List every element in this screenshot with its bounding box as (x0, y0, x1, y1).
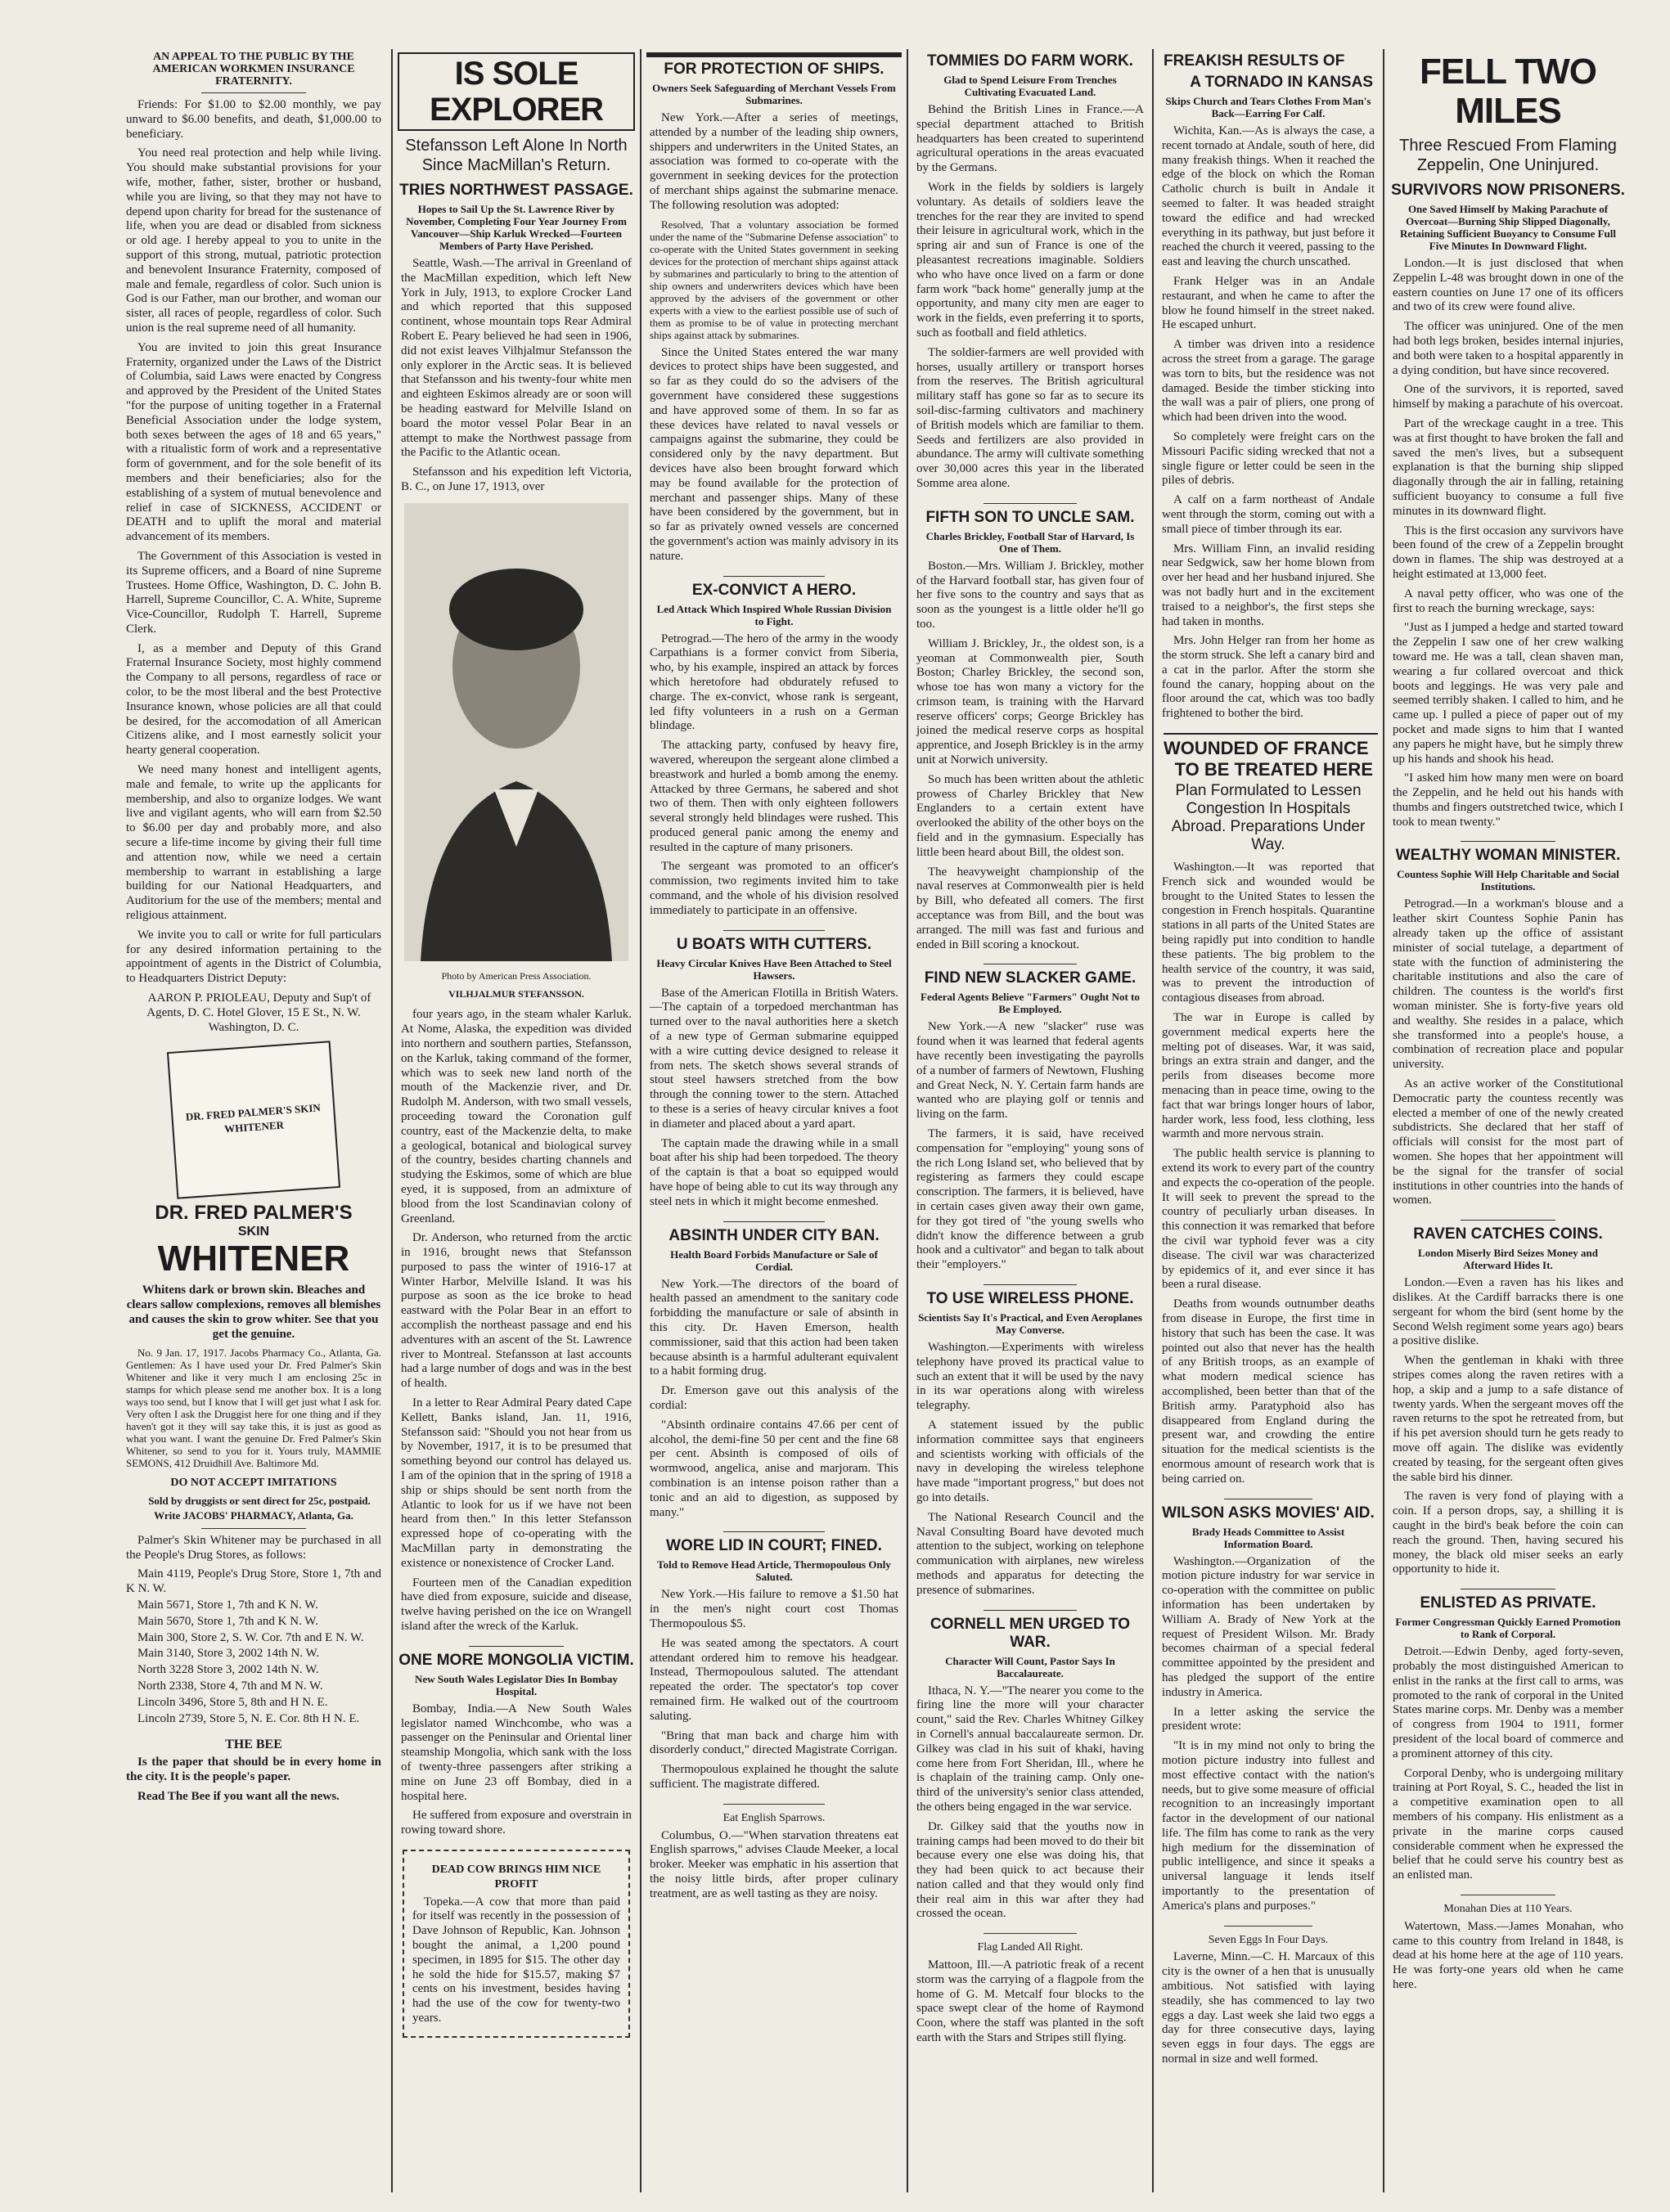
paragraph: The Government of this Association is vested in its Supreme officers, and a Board of nine Supreme Trustees. Home Office, Washington, D. C. John B. Harrell, Supreme Councillor, C. A. White, Supreme Vice-Councillor, Rudolph T. Harrell, Supreme Clerk. (126, 549, 381, 636)
divider (1224, 1926, 1312, 1927)
headline-u-boats: U BOATS WITH CUTTERS. (676, 935, 872, 953)
paragraph: Fourteen men of the Canadian expedition have died from exposure, suicide and disease, twelve having perished on the ice on Wrangell island after the wreck of the Karluk. (401, 1576, 632, 1634)
headline-monahan: Monahan Dies at 110 Years. (1443, 1902, 1573, 1915)
article-enlisted-private (1389, 1589, 1627, 1883)
headline-sole-explorer: IS SOLE EXPLORER (398, 52, 635, 131)
stores-intro: Palmer's Skin Whitener may be purchased in all the People's Drug Stores, as follows: (126, 1533, 381, 1562)
paragraph: New York.—The directors of the board of health passed an amendment to the sanitary code forbidding the manufacture or sale of absinth in this city. Dr. Haven Emerson, health commissioner, said that this action had been taken because absinth is a harmful adulterant equivalent to a habit forming drug. (650, 1277, 898, 1378)
paragraph: He was seated among the spectators. A court attendant ordered him to remove his headgear. Instead, Thermopoulous saluted. The attendant repeated the order. The spectator's top cover remained firm. He walked out of the courtroom saluting. (650, 1636, 898, 1723)
paragraph: Washington.—It was reported that French sick and wounded would be brought to the United States to lessen the congestion in French hospitals. Quarantine stations in all parts of the United States are being rapidly put into condition to handle these patients. The big problem to the health service of the country, it was said, was to prevent the introduction of contagious diseases from abroad. (1162, 861, 1375, 1005)
paragraph: A timber was driven into a residence across the street from a garage. The garage was torn to bits, but the residence was not damaged. Beside the timber sticking into the wall was a pair of pliers, one prong of which had been driven into the wood. (1162, 338, 1375, 425)
article-wore-lid (646, 1531, 902, 1792)
headline-flag: Flag Landed All Right. (977, 1941, 1083, 1954)
headline-fell-two-miles: FELL TWO MILES (1419, 52, 1597, 131)
list-item: Main 3140, Store 3, 2002 14th N. W. (137, 1647, 320, 1661)
article-the-bee (123, 1738, 385, 1804)
paragraph: You are invited to join this great Insurance Fraternity, organized under the Laws of the District of Columbia, said Laws were enacted by Congress and approved by the President of the United States "for the purpose of uniting together in a Fraternal Beneficial Association under the lodge system, both sexes between the ages of 18 and 65 years," with a ritualistic form of work and a representative form of government, and for the sole benefit of its members and their beneficiaries; also for the establishing of a system of mutual benevolence and relief in case of SICKNESS, ACCIDENT or DEATH and to uplift the moral and material advancement of its members. (126, 340, 381, 544)
headline-movies: WILSON ASKS MOVIES' AID. (1162, 1504, 1375, 1522)
paragraph: Behind the British Lines in France.—A special department attached to British headquarters has been created to superintend agricultural operations in the areas evacuated by the Germans. (916, 103, 1144, 175)
paragraph: The farmers, it is said, have received compensation for "employing" young sons of the rich Long Island set, who believed that by registering as farmers they could escape conscription. The farmers, it is believed, have in certain cases given away their own game, for they got tired of "the young swells who didn't know the difference between a grub hook and a cultivator" and began to talk about their "employers." (916, 1127, 1144, 1272)
divider (1461, 841, 1555, 842)
paragraph: A calf on a farm northeast of Andale went through the storm, coming out with a small piece of timber through its ear. (1162, 493, 1375, 536)
store-list (123, 1567, 385, 1726)
divider (984, 1933, 1077, 1934)
paragraph: Bombay, India.—A New South Wales legislator named Winchcombe, who was a passenger on the Peninsular and Oriental liner steamship Mongolia, which sank with the loss of twenty-three passengers after striking a mine on June 23 off Bombay, died in a hospital here. (401, 1702, 632, 1803)
deck: TRIES NORTHWEST PASSAGE. (399, 182, 633, 199)
subhead: Countess Sophie Will Help Charitable and Social Institutions. (1397, 868, 1619, 893)
list-item: North 3228 Store 3, 2002 14th N. W. (137, 1663, 319, 1677)
article-fell-two-miles (1389, 52, 1627, 830)
paragraph: New York.—His failure to remove a $1.50 hat in the men's night court cost Thomas Thermopoulous $5. (650, 1588, 898, 1630)
paragraph: A naval petty officer, who was one of the first to reach the burning wreckage, says: (1393, 587, 1623, 615)
paragraph: Petrograd.—The hero of the army in the woody Carpathians is a former convict from Siberia, who, by his example, inspired an attack by forces which heretofore had obdurately refused to charge. The ex-convict, whose rank is sergeant, led fifty volunteers in a rush on a German blindage. (650, 632, 898, 733)
headline-slacker: FIND NEW SLACKER GAME. (924, 969, 1137, 987)
paragraph: The officer was uninjured. One of the men had both legs broken, besides internal injuries, and both were taken to a hospital apparently in a dying condition, but have since recovered. (1393, 320, 1623, 377)
subhead: Glad to Spend Leisure From Trenches Cultivating Evacuated Land. (943, 74, 1117, 98)
ad-letter: No. 9 Jan. 17, 1917. Jacobs Pharmacy Co., Atlanta, Ga. Gentlemen: As I have used your Dr. Fred Palmer's Skin Whitener and like it very much I am enclosing 25c in stamps for which please send me another box. It is a long ways too send, but I know that I will get just what I ask for. Very often I ask the Druggist here for one thing and if they haven't got it they will say take this, it is just as good as what you want. I want the genuine Dr. Fred Palmer's Skin Whitener, so send to you for it. Yours truly, MAMMIE SEMONS, 412 Druidhill Ave. Baltimore Md. (126, 1347, 381, 1470)
headline-fifth-son: FIFTH SON TO UNCLE SAM. (925, 508, 1135, 526)
paragraph: Detroit.—Edwin Denby, aged forty-seven, probably the most distinguished American to enlist in the ranks at the first call to arms, was promoted to the rank of corporal in the United States marine corps. Mr. Denby was a member of congress from 1904 to 1911, former president of the local board of commerce and a prominent attorney of this city. (1393, 1645, 1623, 1760)
paragraph: The war in Europe is called by government medical experts here the melting pot of diseases. War, it was said, brings an extra strain and danger, and the perils from diseases become more menacing than in peace time, owing to the fact that war brings longer hours of labor, harder work, less food, less clothing, less warmth and more nervous strain. (1162, 1011, 1375, 1141)
article-monahan (1389, 1895, 1627, 1993)
list-item: Main 5671, Store 1, 7th and K N. W. (137, 1598, 318, 1612)
paragraph: Since the United States entered the war many devices to protect ships have been suggested, and so far as they could do so the advisers of the government have considered these suggestions and have approved some of them. In so far as these devices have related to naval vessels or campaigns against the submarine, they could be considered only by the navy department. But devices have also been brought forward which may be found available for the protection of merchant and passenger ships. Many of these have been considered by the government, but in so far as privately owned vessels are concerned the government's action was mainly advisory in its nature. (650, 345, 898, 563)
article-tornado (1159, 52, 1378, 722)
column-5 (1159, 49, 1378, 2184)
divider (723, 1804, 826, 1805)
ad-name: DR. FRED PALMER'S (155, 1202, 353, 1225)
paragraph: One of the survivors, it is reported, saved himself by making a parachute of his overcoat. (1393, 383, 1623, 411)
box-label: DR. FRED PALMER'S SKIN WHITENER (185, 1101, 322, 1135)
paragraph: Base of the American Flotilla in British Waters.—The captain of a torpedoed merchantman has turned over to the naval authorities here a sketch of a new type of German submarine equipped with a wire cutting device designed to release it from nets. The sketch shows several strands of stout steel hawsers stretched from the bow through the conning tower to the stern. Attached to these is a series of heavy circular knives a foot in diameter and placed about a yard apart. (650, 986, 898, 1131)
deck: Hopes to Sail Up the St. Lawrence River by November, Completing Four Year Journey From Vancouver—Ship Karluk Wrecked—Fourteen Members of Party Have Perished. (406, 203, 627, 252)
deck: SURVIVORS NOW PRISONERS. (1391, 182, 1625, 199)
portrait-illustration (404, 503, 628, 961)
headline-tommies: TOMMIES DO FARM WORK. (927, 52, 1133, 70)
headline-tornado-1: FREAKISH RESULTS OF (1164, 52, 1345, 70)
paragraph: Laverne, Minn.—C. H. Marcaux of this city is the owner of a hen that is unusually ambitious. Not satisfied with laying steadily, she has commenced to lay two eggs a day. Last week she laid two eggs a day for three consecutive days, laying seven eggs in four days. The eggs are normal in size and well formed. (1162, 1950, 1375, 2066)
column-rule (1383, 49, 1384, 2192)
divider (1461, 1220, 1555, 1221)
paragraph: Boston.—Mrs. William J. Brickley, mother of the Harvard football star, has given four of her five sons to the country and says that as soon as the youngest is a little older he'll go too. (916, 559, 1144, 631)
deck: Stefansson Left Alone In North Since MacMillan's Return. (405, 137, 628, 174)
article-u-boats (646, 930, 902, 1210)
paragraph: The captain made the drawing while in a small boat after his ship had been torpedoed. The theory of the captain is that a boat so equipped would have hope of being able to cut its way through any steel nets in which it might become enmeshed. (650, 1136, 898, 1208)
subhead: Former Congressman Quickly Earned Promotion to Rank of Corporal. (1395, 1616, 1621, 1641)
paragraph: We invite you to call or write for full particulars for any desired information pertaining to the appointment of agents in the District of Columbia, to Headquarters District Deputy: (126, 928, 381, 986)
paragraph: Petrograd.—In a workman's blouse and a leather skirt Countess Sophie Panin has already taken up the office of assistant minister of social tutelage, a department of state with the function of administering the charitable institutions and also the care of children. The countess is the world's first woman minister. She is forty-five years old and wealthy. She resides in a palace, which she transformed into a people's house, a combination of recreation place and popular university. (1393, 897, 1623, 1072)
portrait-photo (404, 503, 628, 961)
photo-caption: VILHJALMUR STEFANSSON. (448, 987, 584, 1000)
article-seven-eggs (1159, 1926, 1378, 2067)
paragraph: As an active worker of the Constitutional Democratic party the countess recently was elected a member of one of the newly created subdistricts. She declared that her staff of officials will consist for the most part of women. She hopes that her appointment will be the signal for the transfer of social institutions in other countries into the hands of women. (1393, 1077, 1623, 1207)
column-rule (907, 49, 908, 2192)
paragraph: The attacking party, confused by heavy fire, wavered, whereupon the sergeant alone climbed a breastwork and hurled a bomb among the enemy. Attacked by three Germans, he sabered and shot two of them. Then with only eighteen followers several strongly held blindages were rushed. This produced general panic among the enemy and resulted in the capture of many prisoners. (650, 739, 898, 854)
subhead: Brady Heads Committee to Assist Information Board. (1191, 1525, 1345, 1550)
subhead: Charles Brickley, Football Star of Harvard, Is One of Them. (925, 529, 1135, 555)
divider (984, 1610, 1077, 1611)
subhead: Scientists Say It's Practical, and Even Aeroplanes May Converse. (918, 1311, 1142, 1336)
divider (984, 1284, 1077, 1285)
deck: Plan Formulated to Lessen Congestion In Hospitals Abroad. Preparations Under Way. (1171, 782, 1366, 854)
paragraph: A statement issued by the public information committee says that engineers and scientists working with officials of the navy in developing the wireless telephone have made "important progress," but does not go into details. (916, 1418, 1144, 1504)
paragraph: Part of the wreckage caught in a tree. This was at first thought to have broken the fall and saved the men's lives, but a subsequent explanation is that the burning ship slipped diagonally through the air in falling, retaining sufficient buoyancy to consume a full five minutes in its downward flight. (1393, 416, 1623, 518)
paragraph: In a letter asking the service the president wrote: (1162, 1705, 1375, 1733)
paragraph: London.—It is just disclosed that when Zeppelin L-48 was brought down in one of the eastern counties on June 17 one of its officers and two of its crew were found alive. (1393, 257, 1623, 314)
headline-dead-cow: DEAD COW BRINGS HIM NICE PROFIT (431, 1863, 601, 1891)
article-fifth-son (913, 503, 1147, 953)
paragraph: You need real protection and help while living. You should make substantial provisions for your wife, mother, father, sister, brother or husband, while you are living, so that they may not have to depend upon charity for bread for the sustenance of life, when you are dead or disabled from sickness or old age. I hereby appeal to you to unite in the support of this strong, mutual, patriotic protection and benevolent Insurance Fraternity, composed of male and female, regardless of color. Such union is God is our Father, man our brother, and woman our sister, all races of people, regardless of color. Such union is the real supreme need of all humanity. (126, 146, 381, 335)
paragraph: The National Research Council and the Naval Consulting Board have devoted much attention to the subject, working on telephone communication with airplanes, new wireless methods and apparatus for detecting the presence of submarines. (916, 1510, 1144, 1597)
article-sole-explorer (398, 52, 635, 1634)
paragraph: "Bring that man back and charge him with disorderly conduct," directed Magistrate Corrigan. (650, 1729, 898, 1757)
divider (469, 1646, 564, 1647)
divider (723, 576, 826, 577)
paragraph: London.—Even a raven has his likes and dislikes. At the Cardiff barracks there is one sergeant for whom the bird (sent home by the Second Welsh regiment some years ago) bears a positive dislike. (1393, 1276, 1623, 1348)
headline-france-2: TO BE TREATED HERE (1174, 759, 1373, 780)
paragraph: Dr. Anderson, who returned from the arctic in 1916, brought news that Stefansson purposed to pass the winter of 1916-17 at Winter Harbor, Melville Island. It was his purpose as soon as the ice broke to head eastward with the Polar Bear in an effort to accomplish the northeast passage and end his adventures with an ascent of the St. Lawrence river to Montreal. Stefansson at last accounts had a large number of dogs and was in the best of health. (401, 1231, 632, 1391)
column-4 (913, 49, 1147, 2184)
paragraph: We need many honest and intelligent agents, male and female, to write up the applicants for membership, and also to organize lodges. We want live and vigilant agents, who will earn from $2.50 to $6.00 per day and probably more, and also secure a life-time income by giving their full time and attention now, while we need a certain membership to warrant in establishing a large building for our National Headquarters, and Auditorium for the use of the members; mental and religious attainment. (126, 763, 381, 923)
subhead: Federal Agents Believe "Farmers" Ought Not to Be Employed. (921, 991, 1140, 1016)
product-box-illustration (167, 1041, 340, 1200)
column-rule (640, 49, 641, 2192)
paragraph: Columbus, O.—"When starvation threatens eat English sparrows," advises Claude Meeker, a local broker. Meeker was emphatic in his assertion that the noisy little birds, after proper culinary treatment, are as well tasting as they are noisy. (650, 1828, 898, 1900)
headline-private: ENLISTED AS PRIVATE. (1420, 1594, 1596, 1612)
headline-appeal: AN APPEAL TO THE PUBLIC BY THE AMERICAN WORKMEN INSURANCE FRATERNITY. (152, 51, 355, 88)
paragraph: Read The Bee if you want all the news. (137, 1789, 340, 1803)
article-flag (913, 1933, 1147, 2046)
ad-skin: SKIN (237, 1225, 270, 1239)
headline-bee: THE BEE (225, 1738, 282, 1752)
headline-wore-lid: WORE LID IN COURT; FINED. (666, 1537, 882, 1555)
paragraph: Washington.—Experiments with wireless telephony have proved its practical value to such an extent that it will be used by the navy in its war operations along with wireless telegraphy. (916, 1340, 1144, 1413)
ad-warning: DO NOT ACCEPT IMITATIONS (170, 1477, 337, 1490)
headline-sparrows: Eat English Sparrows. (722, 1811, 826, 1824)
divider (723, 1531, 826, 1532)
subhead: London Miserly Bird Seizes Money and Afterward Hides It. (1418, 1247, 1598, 1272)
paragraph: Thermopoulous explained he thought the salute sufficient. The magistrate differed. (650, 1763, 898, 1791)
article-woman-minister (1389, 841, 1627, 1208)
article-raven (1389, 1220, 1627, 1577)
headline-tornado-2: A TORNADO IN KANSAS (1190, 74, 1373, 91)
paragraph: William J. Brickley, Jr., the oldest son, is a yeoman at Commonwealth pier, South Boston; Charley Brickley, the second son, whose toe has won many a victory for the crimson team, is training with the Harvard reserve officers' corps; George Brickley has joined the medical reserve corps as hospital apprentice, and Joseph Brickley is in the army unit at Norwich university. (916, 636, 1144, 767)
paragraph: Mrs. William Finn, an invalid residing near Sedgwick, saw her home blown from over her head and her husband injured. She was not badly hurt and in the excitement traised to a neighbor's, the first steps she had taken in months. (1162, 542, 1375, 628)
headline-raven: RAVEN CATCHES COINS. (1413, 1225, 1603, 1243)
column-2 (398, 49, 635, 2184)
paragraph: The sergeant was promoted to an officer's commission, two regiments invited him to take command, and the whole of his division resolved immediately to participate in an offensive. (650, 860, 898, 917)
ad-sold: Sold by druggists or sent direct for 25c, postpaid. Write JACOBS' PHARMACY, Atlanta, Ga. (148, 1495, 371, 1522)
article-wireless (913, 1284, 1147, 1598)
headline-ex-convict: EX-CONVICT A HERO. (691, 581, 857, 599)
deck: Three Rescued From Flaming Zeppelin, One Uninjured. (1399, 137, 1617, 174)
article-absinth (646, 1221, 902, 1521)
paragraph: Friends: For $1.00 to $2.00 monthly, we pay unward to $6.00 benefits, and death, $1,000.00 to beneficiary. (126, 98, 381, 141)
paragraph: Work in the fields by soldiers is largely voluntary. As details of soldiers leave the trenches for the rear they are invited to spend their leisure in agricultural work, which in the spring air and sun of France is one of the pleasantest recreations imaginable. Soldiers who who have once lived on a farm or done farm work "back home" generally jump at the opportunity, and many city men are eager to work in the fields, even preferring it to sports, such as football and field athletics. (916, 180, 1144, 339)
paragraph: "Absinth ordinaire contains 47.66 per cent of alcohol, the demi-fine 50 per cent and the fine 68 per cent. Absinth is composed of oils of wormwood, angelica, anise and marjoram. This combination is an intense poison rather than a tonic and an aid to digestion, as supposed by many." (650, 1418, 898, 1519)
subhead: Owners Seek Safeguarding of Merchant Vessels From Submarines. (652, 82, 896, 106)
paragraph: Mrs. John Helger ran from her home as the storm struck. She left a canary bird and a cat in the parlor. After the storm she found the canary, hopping about on the floor around the cat, which was too badly frightened to bother the bird. (1162, 634, 1375, 721)
column-3 (646, 49, 902, 2184)
paragraph: This is the first occasion any survivors have been found of the crew of a Zeppelin brought down in flames. The ship was destroyed at a height estimated at 13,000 feet. (1393, 524, 1623, 581)
divider (984, 503, 1077, 504)
ad-product: WHITENER (157, 1239, 350, 1279)
headline-ships: FOR PROTECTION OF SHIPS. (646, 52, 902, 79)
paragraph: Is the paper that should be in every home in the city. It is the people's paper. (126, 1756, 381, 1783)
photo-credit: Photo by American Press Association. (441, 969, 592, 982)
headline-france-1: WOUNDED OF FRANCE (1164, 733, 1378, 758)
article-protection-of-ships (646, 52, 902, 564)
article-insurance-appeal (123, 51, 385, 1035)
article-wounded-of-france (1159, 733, 1378, 1486)
signature: AARON P. PRIOLEAU, Deputy and Sup't of Agents, D. C. Hotel Glover, 15 E St., N. W. Washington, D. C. (146, 991, 371, 1034)
divider (201, 92, 306, 93)
paragraph: "It is in my mind not only to bring the motion picture industry into fullest and most effective contact with the nation's needs, but to give some measure of official recognition to an increasingly important factor in the development of our national life. The film has come to rank as the very high medium for the dissemination of public intelligence, and since it speaks a universal language it lends itself importantly to the presentation of America's plans and purposes." (1162, 1739, 1375, 1913)
paragraph: Resolved, That a voluntary association be formed under the name of the "Submarine Defense association" to co-operate with the United States government in seeking devices for the protection of merchant ships against attack by submarines and particularly to bring to the attention of ship owners and underwriters devices which have been approved by the advisers of the government or other experts with a view to the earliest possible use of such of them as promise to be of value in protecting merchant ships against attack by submarines. (650, 218, 898, 341)
paragraph: Dr. Emerson gave out this analysis of the cordial: (650, 1384, 898, 1412)
paragraph: Washington.—Organization of the motion picture industry for war service in co-operation with the committee on public information has been undertaken by William A. Brady of New York at the request of President Wilson. Mr. Brady becomes chairman of a special federal committee appointed by the president and has pledged the support of the entire industry in America. (1162, 1554, 1375, 1699)
column-rule (1152, 49, 1154, 2192)
list-item: Main 5670, Store 1, 7th and K N. W. (137, 1614, 318, 1628)
list-item: Main 4119, People's Drug Store, Store 1, 7th and K N. W. (126, 1567, 381, 1596)
column-6 (1389, 49, 1627, 2184)
article-ex-convict (646, 576, 902, 919)
headline-minister: WEALTHY WOMAN MINISTER. (1395, 847, 1621, 865)
subhead: Character Will Count, Pastor Says In Baccalaureate. (945, 1654, 1115, 1679)
headline-cornell: CORNELL MEN URGED TO WAR. (930, 1615, 1131, 1651)
paragraph: I, as a member and Deputy of this Grand Fraternal Insurance Society, most highly commend the Company to all persons, regardless of race or color, to be the most liberal and the best Protective Insurance known, whose policies are all that could be desired, for the accomodation of all American Citizens alike, and I most earnestly solicit your hearty general cooperation. (126, 641, 381, 758)
article-slacker (913, 964, 1147, 1273)
headline-mongolia: ONE MORE MONGOLIA VICTIM. (398, 1651, 634, 1669)
headline-absinth: ABSINTH UNDER CITY BAN. (668, 1226, 880, 1244)
article-tommies (913, 52, 1147, 492)
paragraph: "I asked him how many men were on board the Zeppelin, and he held out his hands with thumbs and fingers outstretched twice, which I took to mean twenty." (1393, 771, 1623, 829)
list-item: North 2338, Store 4, 7th and M N. W. (137, 1679, 323, 1693)
paragraph: Frank Helger was in an Andale restaurant, and when he came to after the blow he found himself in the street naked. He escaped unhurt. (1162, 274, 1375, 332)
divider (723, 1221, 826, 1222)
paragraph: In a letter to Rear Admiral Peary dated Cape Kellett, Banks island, Jan. 11, 1916, Stefansson said: "Should you not hear from us by November, 1917, it is to be presumed that something beyond our control has delayed us. I am of the opinion that in the spring of 1918 a ship or ships should be sent north from the Atlantic to look for us if we have not been heard from then." In this letter Stefansson expressed hope of co-operating with the MacMillan party in demonstrating the existence or nonexistence of Crocker Land. (401, 1396, 632, 1570)
paragraph: Dr. Gilkey said that the youths now in training camps had been moved to do their bit because every one else was doing his, that they had been quick to act because their nation called and that they would only find their real aim in this war after they had crossed the ocean. (916, 1819, 1144, 1921)
paragraph: Corporal Denby, who is undergoing military training at Port Royal, S. C., headed the list in a competitive examination open to all members of his company. His enlistment as a private in the marine corps caused considerable comment when he expressed the belief that he could serve his country best as an enlisted man. (1393, 1766, 1623, 1882)
paragraph: So completely were freight cars on the Missouri Pacific siding wrecked that not a single figure or letter could be seen in the piles of debris. (1162, 429, 1375, 488)
subhead: Health Board Forbids Manufacture or Sale of Cordial. (670, 1248, 878, 1273)
paragraph: So much has been written about the athletic prowess of Charley Brickley that New Englanders to a certain extent have overlooked the ability of the other boys on the field and in the gymnasium. Especially has little been heard about Bill, the oldest son. (916, 772, 1144, 859)
paragraph: "Just as I jumped a hedge and started toward the Zeppelin I saw one of her crew walking toward me. He was a tall, clean shaven man, wearing a fur collared overcoat and thick boots and leggings. He was very pale and seemed terribly shaken. I called to him, and he came up. I pulled a piece of paper out of my pocket and made signs to him that I wanted any papers he might have, but he simply threw up his hands and shook his head. (1393, 621, 1623, 766)
paragraph: When the gentleman in khaki with three stripes comes along the raven retires with a hop, a skip and a jump to a safe distance of twenty yards. When the sergeant moves off the raven returns to the spot he retreated from, but if his pet aversion should turn he gets ready to move off again. The dislike was evidently created by teasing, for the sergeant often gives the sable bird his dinner. (1393, 1354, 1623, 1484)
deck: One Saved Himself by Making Parachute of Overcoat—Burning Ship Slipped Diagonally, Retaining Sufficient Buoyancy to Consume Full Five Minutes In Downward Flight. (1400, 203, 1616, 252)
paragraph: Wichita, Kan.—As is always the case, a recent tornado at Andale, south of here, did many freakish things. When it reached the edge of the block on which the Roman Catholic church is built in Andale it seemed to falter. It was headed straight toward the edifice and had wrecked everything in its pathway, but just before it reached the church it veered, passing to the east and leaving the church unscathed. (1162, 124, 1375, 269)
paragraph: Seattle, Wash.—The arrival in Greenland of the MacMillan expedition, which left New York in July, 1913, to explore Crocker Land and which reported that this supposed continent, whose mountain tops Rear Admiral Robert E. Peary believed he had seen in 1906, did not exist leaves Vilhjalmur Stefansson the only explorer in the Arctic seas. It is believed that Stefansson and his twenty-four white men and eighteen Eskimos already are or soon will be heading eastward for Melville Island on board the motor vessel Polar Bear in an attempt to make the Northwest passage from the Pacific to the Atlantic ocean. (401, 257, 632, 460)
paragraph: The soldier-farmers are well provided with horses, usually artillery or transport horses from the reserves. The British agricultural military staff has gone so far as to secure its soil-disc-farming cultivators and machinery of British models which are familiar to them. Seeds and fertilizers are also provided in abundance. The army will cultivate something over 30,000 acres this year in the liberated Somme area alone. (916, 345, 1144, 490)
divider (723, 930, 826, 931)
list-item: Lincoln 3496, Store 5, 8th and H N. E. (137, 1695, 328, 1709)
paragraph: Watertown, Mass.—James Monahan, who came to this country from Ireland in 1848, is dead at his home here at the age of 110 years. He was forty-one years old when he came here. (1393, 1919, 1623, 1991)
subhead: Skips Church and Tears Clothes From Man's Back—Earring For Calf. (1165, 95, 1371, 119)
column-1 (123, 49, 385, 2184)
subhead: Led Attack Which Inspired Whole Russian Division to Fight. (656, 602, 892, 627)
article-sparrows (646, 1804, 902, 1902)
list-item: Main 300, Store 2, S. W. Cor. 7th and E N. W. (137, 1630, 364, 1644)
list-item: Lincoln 2739, Store 5, N. E. Cor. 8th H N. E. (137, 1711, 360, 1725)
paragraph: He suffered from exposure and overstrain in rowing toward shore. (401, 1809, 632, 1837)
article-dead-cow (403, 1850, 630, 2038)
article-wilson-movies (1159, 1499, 1378, 1914)
paragraph: Stefansson and his expedition left Victoria, B. C., on June 17, 1913, over (401, 465, 632, 493)
paragraph: Ithaca, N. Y.—"The nearer you come to the firing line the more will your character count," said the Rev. Charles Whitney Gilkey in Cornell's annual baccalaureate sermon. Dr. Gilkey was clad in his suit of khaki, having come here from Fort Sheridan, Ill., where he is chaplain of the training camp. Only one-third of the university's senior class attended, the others being engaged in the war service. (916, 1684, 1144, 1814)
paragraph: four years ago, in the steam whaler Karluk. At Nome, Alaska, the expedition was divided into northern and southern parties, Stefansson, on the Karluk, taking command of the former, which was to seek new land north of the mouth of the Mackenzie river, and Dr. Rudolph M. Anderson, with two small vessels, proceeding toward the Coronation gulf country, east of the Mackenzie delta, to make a geological, botanical and biological survey of the country, besides charting channels and studying the Eskimos, some of which are blue eyed, it is supposed, from an admixture of blood from the lost Scandinavian colony of Greenland. (401, 1008, 632, 1225)
ad-tagline: Whitens dark or brown skin. Bleaches and clears sallow complexions, removes all blemishes and causes the skin to grow whiter. See that you get the genuine. (126, 1284, 381, 1341)
paragraph: Mattoon, Ill.—A patriotic freak of a recent storm was the carrying of a flagpole from the home of G. M. Metcalf four blocks to the space swept clear of the home of Raymond Coon, where the staff was planted in the soft earth with the Stars and Stripes still flying. (916, 1958, 1144, 2045)
ad-skin-whitener (123, 1046, 385, 1726)
paragraph: New York.—After a series of meetings, attended by a number of the leading ship owners, shippers and underwriters in the United States, an association was formed to co-operate with the government in seeking devices for the protection of merchant ships against the submarine menace. The following resolution was adopted: (650, 111, 898, 212)
paragraph: The raven is very fond of playing with a coin. If a person drops, say, a shilling it is caught in the bird's beak before the coin can reach the ground. Then, having secured his money, the black old miser seeks an early opportunity to hide it. (1393, 1490, 1623, 1576)
paragraph: Deaths from wounds outnumber deaths from disease in Europe, the first time in history that such has been the case. It was pointed out also that never has the health of any British troops, as an example of what modern medical science has accomplished, been better than that of the British army. Paratyphoid also has disappeared from England during the present war, and crowding the entire situation for the medical scientists is the enormous amount of research work that is being carried on. (1162, 1297, 1375, 1486)
headline-wireless: TO USE WIRELESS PHONE. (926, 1289, 1134, 1307)
headline-eggs: Seven Eggs In Four Days. (1208, 1933, 1329, 1946)
subhead: Heavy Circular Knives Have Been Attached to Steel Hawsers. (656, 956, 892, 982)
article-mongolia (398, 1646, 635, 1838)
column-rule (391, 49, 393, 2192)
paragraph: New York.—A new "slacker" ruse was found when it was learned that federal agents have recently been investigating the payrolls of a number of farmers of Newtown, Flushing and Great Neck, N. Y. Certain farm hands are wanted who are playing golf or tennis and living on the farm. (916, 1020, 1144, 1122)
article-cornell (913, 1610, 1147, 1922)
subhead: New South Wales Legislator Dies In Bombay Hospital. (415, 1672, 618, 1697)
paragraph: Topeka.—A cow that more than paid for itself was recently in the possession of Dave Johnson of Republic, Kan. Johnson bought the animal, a 1,200 pound specimen, in 1895 for $15. The other day he sold the hide for $15.57, making $7 cents on his investment, besides having had the use of the cow for twenty-two years. (412, 1895, 620, 2025)
divider (201, 1528, 306, 1529)
subhead: Told to Remove Head Article, Thermopoulous Only Saluted. (657, 1558, 891, 1584)
paragraph: The heavyweight championship of the naval reserves at Commonwealth pier is held by Bill, who defeated all comers. The first acceptance was from Bill, and the bout was arranged. The mill was fast and furious and ended in Bill scoring a knockout. (916, 865, 1144, 951)
paragraph: The public health service is planning to extend its work to every part of the country and expects the co-operation of the people. It will seek to prevent the spread to the country of peculiarly urban diseases. In this connection it was remarked that before the civil war typhoid fever was a city disease. The civil war was characterized by epidemics of it, and ever since it has been a rural disease. (1162, 1147, 1375, 1292)
